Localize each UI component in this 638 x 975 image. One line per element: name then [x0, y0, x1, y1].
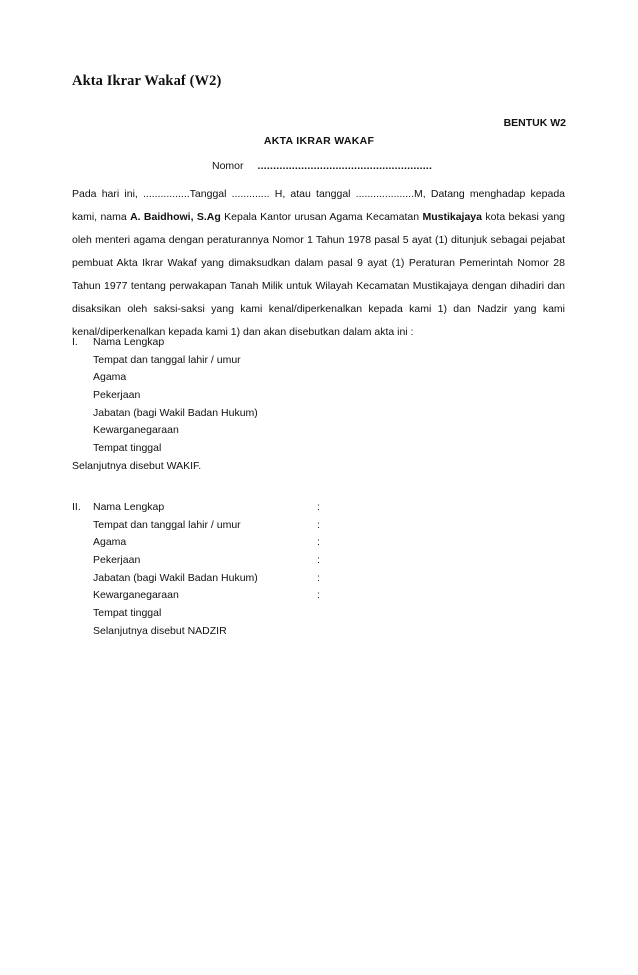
field-colon: :	[317, 536, 320, 549]
field-row	[72, 570, 565, 588]
field-colon: :	[317, 589, 320, 602]
section-nadzir	[72, 499, 565, 641]
field-colon: :	[317, 518, 320, 531]
closing-row	[72, 458, 565, 476]
field-row	[72, 517, 565, 535]
field-label: Tempat dan tanggal lahir / umur	[93, 518, 241, 531]
field-row	[72, 387, 565, 405]
field-label: Nama Lengkap	[93, 336, 165, 348]
paragraph-line-6: disaksikan oleh saksi-saksi yang kami kenal/diperkenalkan kepada kami 1) dan Nadzir yang kami	[72, 303, 565, 315]
field-label: Agama	[93, 371, 127, 384]
field-row	[72, 352, 565, 370]
field-label: Tempat dan tanggal lahir / umur	[93, 353, 241, 366]
field-colon: :	[317, 571, 320, 584]
field-colon: :	[317, 554, 320, 567]
field-row	[72, 534, 565, 552]
official-name: A. Baidhowi, S.Ag	[130, 211, 221, 223]
paragraph-line-5: Tahun 1977 tentang perwakapan Tanah Milik untuk Wilayah Kecamatan Mustikajaya dengan dihadiri dan	[72, 280, 565, 292]
field-label: Jabatan (bagi Wakil Badan Hukum)	[93, 406, 258, 419]
section-numeral: I.	[72, 336, 78, 348]
paragraph-line-2-pre: kami, nama	[72, 211, 131, 223]
field-label: Agama	[93, 536, 127, 549]
closing-row	[72, 623, 565, 641]
nomor-blank: ........................................................	[257, 160, 433, 172]
paragraph-line-2-post: kota bekasi yang	[481, 211, 565, 223]
paragraph-line-2-mid: Kepala Kantor urusan Agama Kecamatan	[220, 211, 423, 223]
paragraph-line-3: oleh menteri agama dengan peraturannya Nomor 1 Tahun 1978 pasal 5 ayat (1) ditunjuk sebagai pejabat	[72, 234, 565, 246]
field-row	[72, 369, 565, 387]
deed-heading: AKTA IKRAR WAKAF	[263, 135, 375, 147]
field-row	[72, 422, 565, 440]
nomor-line	[212, 160, 432, 172]
field-label: Tempat tinggal	[93, 442, 162, 455]
field-row	[72, 440, 565, 458]
document-title: Akta Ikrar Wakaf (W2)	[72, 73, 222, 89]
field-row	[72, 334, 565, 352]
field-label: Tempat tinggal	[93, 607, 162, 620]
field-label: Kewarganegaraan	[93, 589, 179, 602]
section-wakif	[72, 334, 565, 476]
field-label: Nama Lengkap	[93, 501, 165, 513]
paragraph-line-7: kenal/diperkenalkan kepada kami 1) dan akan disebutkan dalam akta ini :	[72, 326, 414, 338]
field-row	[72, 587, 565, 605]
section-numeral: II.	[72, 501, 81, 513]
opening-paragraph	[72, 183, 565, 344]
field-colon: :	[317, 501, 320, 513]
field-row	[72, 552, 565, 570]
form-code: BENTUK W2	[503, 117, 566, 129]
wakif-closing: Selanjutnya disebut WAKIF.	[72, 459, 202, 472]
field-row	[72, 405, 565, 423]
field-row	[72, 499, 565, 517]
paragraph-line-2	[72, 206, 565, 229]
field-row	[72, 605, 565, 623]
paragraph-line-1: Pada hari ini, ................Tanggal ............. H, atau tanggal ....................M, Datang menghadap kepada	[72, 188, 565, 200]
field-label: Jabatan (bagi Wakil Badan Hukum)	[93, 571, 258, 584]
field-label: Pekerjaan	[93, 389, 141, 402]
field-label: Pekerjaan	[93, 554, 141, 567]
paragraph-line-4: pembuat Akta Ikrar Wakaf yang dimaksudkan dalam pasal 9 ayat (1) Peraturan Pemerintah Nomor 28	[72, 257, 565, 269]
district-name: Mustikajaya	[422, 211, 482, 223]
field-label: Kewarganegaraan	[93, 424, 179, 437]
nadzir-closing: Selanjutnya disebut NADZIR	[93, 624, 227, 637]
nomor-label: Nomor	[212, 160, 244, 172]
